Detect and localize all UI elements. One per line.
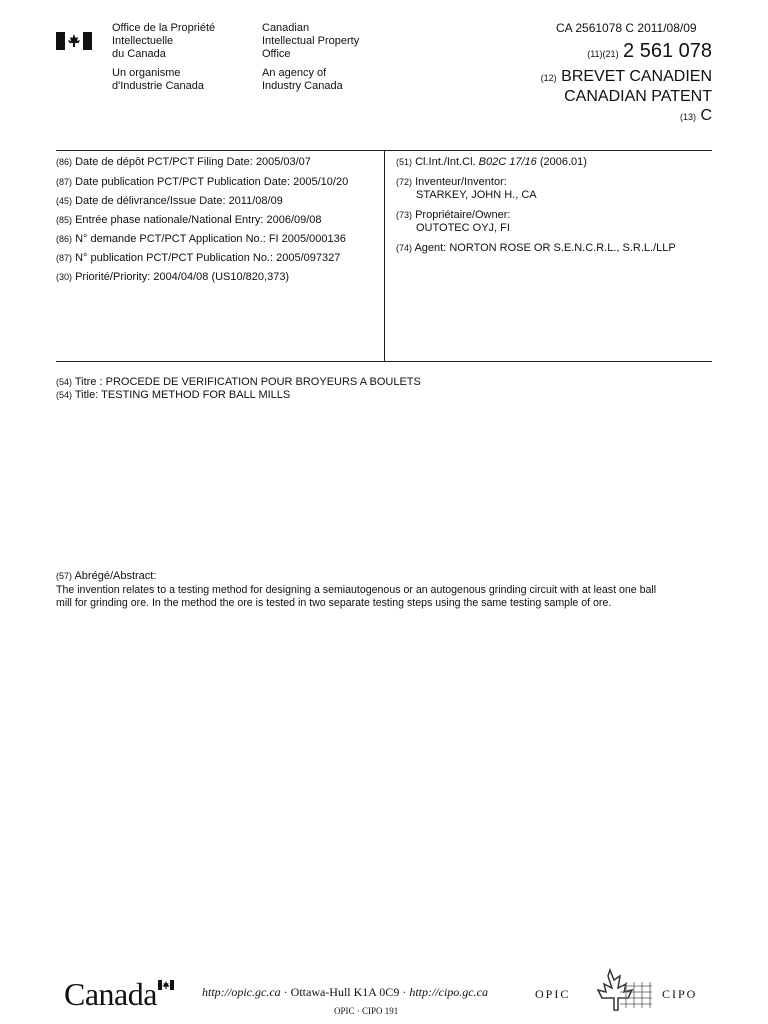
code-11-21: (11)(21): [587, 49, 619, 59]
field-publication-no: (87) N° publication PCT/PCT Publication No.: 2005/097327: [56, 252, 341, 264]
office-name-en: Canadian Intellectual Property Office An agency of Industry Canada: [262, 22, 360, 92]
opic-label: OPIC: [535, 987, 571, 1001]
code-13: (13): [679, 112, 696, 122]
field-agent: (74) Agent: NORTON ROSE OR S.E.N.C.R.L., S.R.L./LLP: [396, 242, 676, 254]
field-inventor: (72) Inventeur/Inventor:: [396, 176, 507, 188]
field-int-class: (51) Cl.Int./Int.Cl. B02C 17/16 (2006.01): [396, 156, 587, 168]
field-owner: (73) Propriétaire/Owner:: [396, 209, 511, 221]
patent-number-line: [587, 40, 712, 63]
field-filing-date: (86) Date de dépôt PCT/PCT Filing Date: 2005/03/07: [56, 156, 311, 168]
title-fr: (54) Titre : PROCEDE DE VERIFICATION POUR BROYEURS A BOULETS: [56, 376, 421, 388]
kind-code: C: [700, 107, 712, 124]
inventor-value: STARKEY, JOHN H., CA: [416, 189, 537, 201]
abstract-line-1: The invention relates to a testing method for designing a semiautogenous or an autogenous grinding circuit with at least one ball: [56, 584, 657, 596]
cipo-url[interactable]: http://cipo.gc.ca: [409, 985, 488, 999]
abstract-line-2: mill for grinding ore. In the method the ore is tested in two separate testing steps using the same testing sample of ore.: [56, 597, 612, 609]
document-reference: CA 2561078 C 2011/08/09: [556, 21, 697, 35]
field-national-entry: (85) Entrée phase nationale/National Entry: 2006/09/08: [56, 214, 322, 226]
cipo-label: CIPO: [662, 987, 698, 1001]
field-publication-date: (87) Date publication PCT/PCT Publication Date: 2005/10/20: [56, 176, 349, 188]
patent-number: 2 561 078: [623, 40, 712, 62]
canada-wordmark: Canada: [64, 976, 157, 1013]
footer-location: Ottawa-Hull K1A 0C9: [290, 985, 400, 999]
wordmark-flag-icon: [158, 980, 174, 990]
field-application-no: (86) N° demande PCT/PCT Application No.: FI 2005/000136: [56, 233, 346, 245]
field-issue-date: (45) Date de délivrance/Issue Date: 2011/08/09: [56, 195, 283, 207]
canada-flag-icon: [56, 32, 92, 50]
bottom-rule: [56, 361, 712, 362]
office-name-fr: Office de la Propriété Intellectuelle du Canada Un organisme d'Industrie Canada: [112, 22, 216, 92]
title-en: (54) Title: TESTING METHOD FOR BALL MILLS: [56, 389, 291, 401]
column-divider: [384, 150, 385, 362]
canadian-patent: CANADIAN PATENT: [564, 88, 712, 105]
footer-contact: http://opic.gc.ca · Ottawa-Hull K1A 0C9 · http://cipo.gc.ca: [202, 985, 488, 999]
abstract-heading: (57) Abrégé/Abstract:: [56, 570, 157, 582]
brevet-canadien: BREVET CANADIEN: [561, 68, 712, 85]
opic-url[interactable]: http://opic.gc.ca: [202, 985, 281, 999]
form-number: OPIC · CIPO 191: [334, 1006, 399, 1016]
owner-value: OUTOTEC OYJ, FI: [416, 222, 510, 234]
patent-title-fr-line: [541, 68, 712, 86]
opic-cipo-logo-icon: [580, 966, 656, 1014]
code-12: (12): [540, 73, 557, 83]
field-priority: (30) Priorité/Priority: 2004/04/08 (US10/820,373): [56, 271, 290, 283]
kind-code-line: [680, 107, 712, 125]
